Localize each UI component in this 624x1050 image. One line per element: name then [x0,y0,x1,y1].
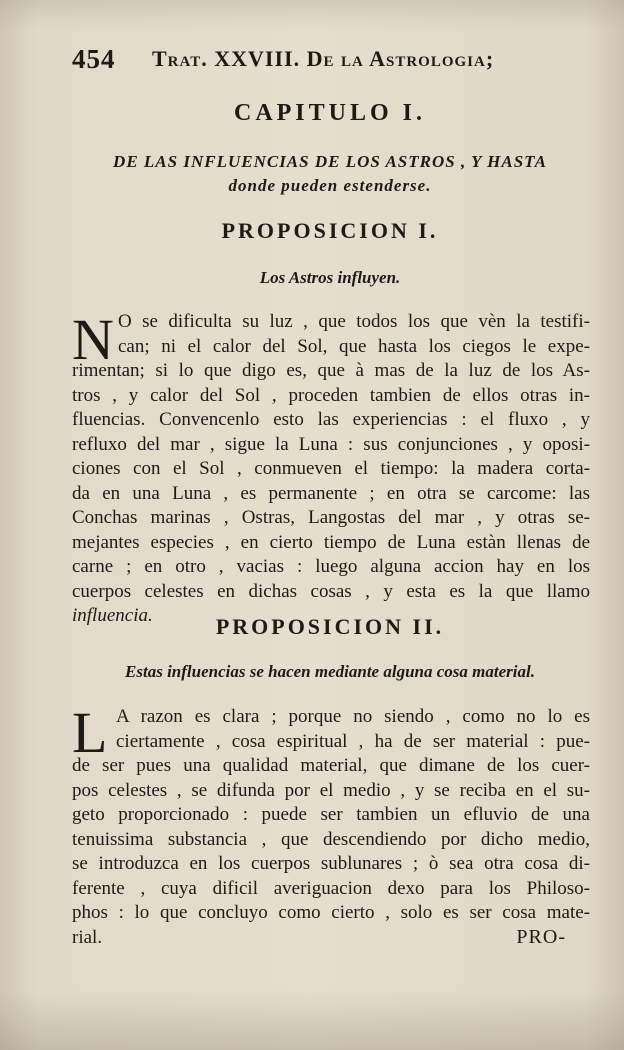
drop-cap-l: L [72,700,108,765]
paragraph-line: O se dificulta su luz , que todos los que vèn la testifi- [118,311,590,332]
page-top-shadow [0,0,624,30]
chapter-subtitle-line1: DE LAS INFLUENCIAS DE LOS ASTROS , Y HASTA [113,152,547,171]
paragraph-line: ciones con el Sol , conmueven el tiempo: la madera corta- [72,458,590,479]
paragraph-line: Conchas marinas , Ostras, Langostas del mar , y otras se- [72,507,590,528]
paragraph-line: de ser pues una qualidad material, que dimane de los cuer- [72,755,590,776]
running-head: Trat. XXVIII. De la Astrologia; [152,46,495,71]
chapter-subtitle-line2: donde pueden estenderse. [228,176,432,195]
paragraph-line: tros , y calor del Sol , proceden tambien de ellos otras in- [72,384,590,406]
paragraph-line: rimentan; si lo que digo es, que à mas de la luz de los As- [72,360,590,381]
paragraph-line: se introduzca en los cuerpos sublunares ; ò sea otra cosa di- [72,853,590,874]
paragraph-line: A razon es clara ; porque no siendo , como no lo es [116,706,590,727]
paragraph-line: carne ; en otro , vacias : luego alguna accion hay en los [72,556,590,577]
chapter-title: CAPITULO I. [233,100,427,126]
paragraph-line: mejantes especies , en cierto tiempo de Luna estàn llenas de [72,531,590,553]
page-header [72,44,532,78]
page-number: 454 [72,44,116,74]
paragraph-line: refluxo del mar , sigue la Luna : sus conjunciones , y oposi- [72,433,590,455]
paragraph-line: geto proporcionado : puede ser tambien un efluvio de una [72,804,590,825]
drop-cap-n: N [72,307,114,372]
paragraph-line: ferente , cuya dificil averiguacion dexo para los Philoso- [72,877,590,899]
paragraph-line-last: rial. [72,926,103,948]
paragraph-line: ciertamente , cosa espiritual , ha de ser material : pue- [116,730,590,752]
chapter-subtitle [60,150,600,198]
proposition2-subtitle: Estas influencias se hacen mediante alguna cosa material. [125,662,535,681]
proposition2-paragraph [72,700,590,950]
paragraph-line: fluencias. Convencenlo esto las experiencias : el fluxo , y [72,409,590,430]
catchword: PRO- [516,926,566,948]
paragraph-line: da en una Luna , es permanente ; en otra se carcome: las [72,482,590,504]
proposition1-title: PROPOSICION I. [221,218,439,243]
paragraph-line: phos : lo que concluyo como cierto , solo es ser cosa mate- [72,902,590,923]
paragraph-line: cuerpos celestes en dichas cosas , y esta es la que llamo [72,580,590,602]
proposition2-title: PROPOSICION II. [215,614,445,639]
paragraph-line: tenuissima substancia , que descendiendo por dicho medio, [72,828,590,850]
paragraph-line-last: influencia. [72,605,153,626]
page-bottom-shadow [0,990,624,1050]
proposition1-paragraph [72,307,590,629]
proposition1-subtitle: Los Astros influyen. [259,268,401,287]
paragraph-line: can; ni el calor del Sol, que hasta los ciegos le expe- [118,335,590,357]
paragraph-line: pos celestes , se difunda por el medio , y se reciba en el su- [72,779,590,801]
